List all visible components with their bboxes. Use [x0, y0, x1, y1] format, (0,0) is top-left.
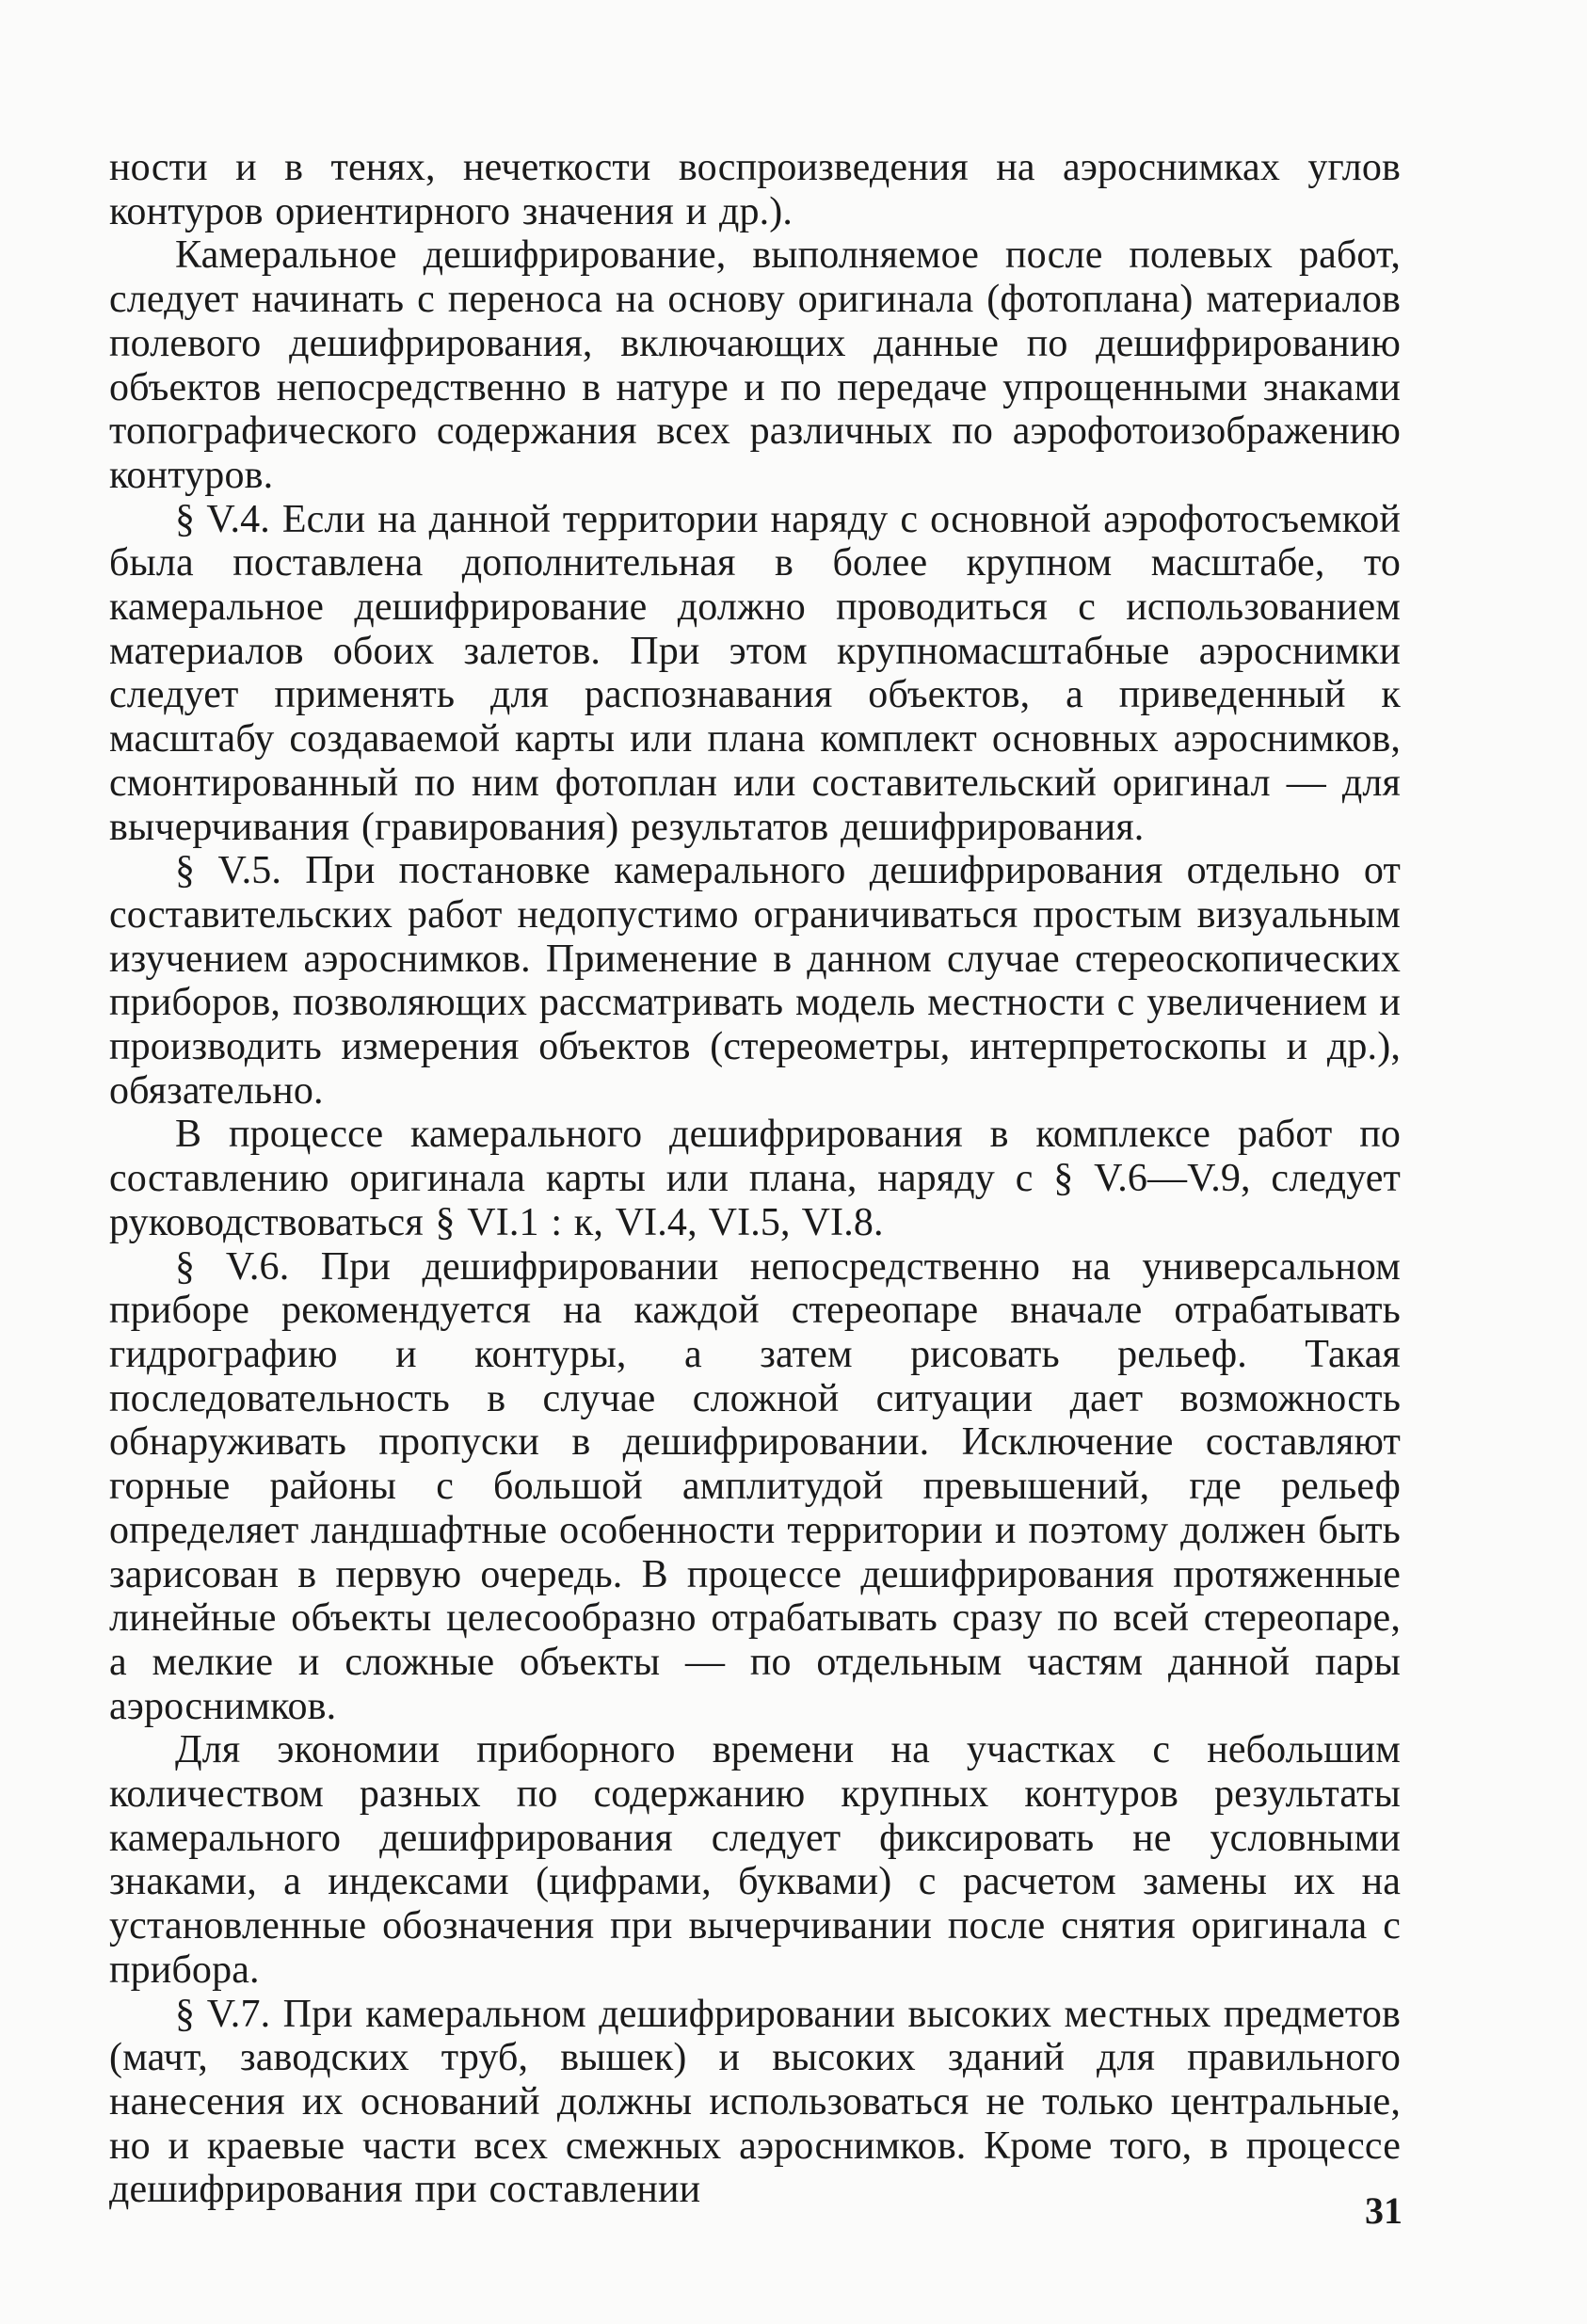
paragraph-section-v4: § V.4. Если на данной территории наряду с основной аэрофотосъемкой была поставлена дополнительная в более крупном масштабе, то камеральное дешифрирование должно проводиться с использованием материалов обоих залетов. При этом крупномасштабные аэроснимки следует применять для распознавания объектов, а приведенный к масштабу создаваемой карты или плана комплект основных аэроснимков, смонтированный по ним фотоплан или составительский оригинал — для вычерчивания (гравирования) результатов дешифрирования.: [109, 497, 1401, 849]
page-number: 31: [1365, 2189, 1403, 2232]
paragraph-section-v6: § V.6. При дешифрировании непосредственно на универсальном приборе рекомендуется на каждой стереопаре вначале отрабатывать гидрографию и контуры, а затем рисовать рельеф. Такая последовательность в случае сложной ситуации дает возможность обнаруживать пропуски в дешифрировании. Исключение составляют горные районы с большой амплитудой превышений, где рельеф определяет ландшафтные особенности территории и поэтому должен быть зарисован в первую очередь. В процессе дешифрирования протяженные линейные объекты целесообразно отрабатывать сразу по всей стереопаре, а мелкие и сложные объекты — по отдельным частям данной пары аэроснимков.: [109, 1244, 1401, 1728]
paragraph-cameral-decoding: Камеральное дешифрирование, выполняемое после полевых работ, следует начинать с переноса на основу оригинала (фотоплана) материалов полевого дешифрирования, включающих данные по дешифрированию объектов непосредственно в натуре и по передаче упрощенными знаками топографического содержания всех различных по аэрофотоизображению контуров.: [109, 233, 1401, 497]
paragraph-instrument-time: Для экономии приборного времени на участках с небольшим количеством разных по содержанию крупных контуров результаты камерального дешифрирования следует фиксировать не условными знаками, а индексами (цифрами, буквами) с расчетом замены их на установленные обозначения при вычерчивании после снятия оригинала с прибора.: [109, 1728, 1401, 1992]
body-text: [109, 146, 1401, 2212]
paragraph-process-reference: В процессе камерального дешифрирования в комплексе работ по составлению оригинала карты или плана, наряду с § V.6—V.9, следует руководствоваться § VI.1 : к, VI.4, VI.5, VI.8.: [109, 1113, 1401, 1244]
paragraph-continuation: ности и в тенях, нечеткости воспроизведения на аэроснимках углов контуров ориентирного значения и др.).: [109, 146, 1401, 233]
paragraph-section-v7: § V.7. При камеральном дешифрировании высоких местных предметов (мачт, заводских труб, вышек) и высоких зданий для правильного нанесения их оснований должны использоваться не только центральные, но и краевые части всех смежных аэроснимков. Кроме того, в процессе дешифрирования при составлении: [109, 1992, 1401, 2212]
paragraph-section-v5: § V.5. При постановке камерального дешифрирования отдельно от составительских работ недопустимо ограничиваться простым визуальным изучением аэроснимков. Применение в данном случае стереоскопических приборов, позволяющих рассматривать модель местности с увеличением и производить измерения объектов (стереометры, интерпретоскопы и др.), обязательно.: [109, 849, 1401, 1113]
